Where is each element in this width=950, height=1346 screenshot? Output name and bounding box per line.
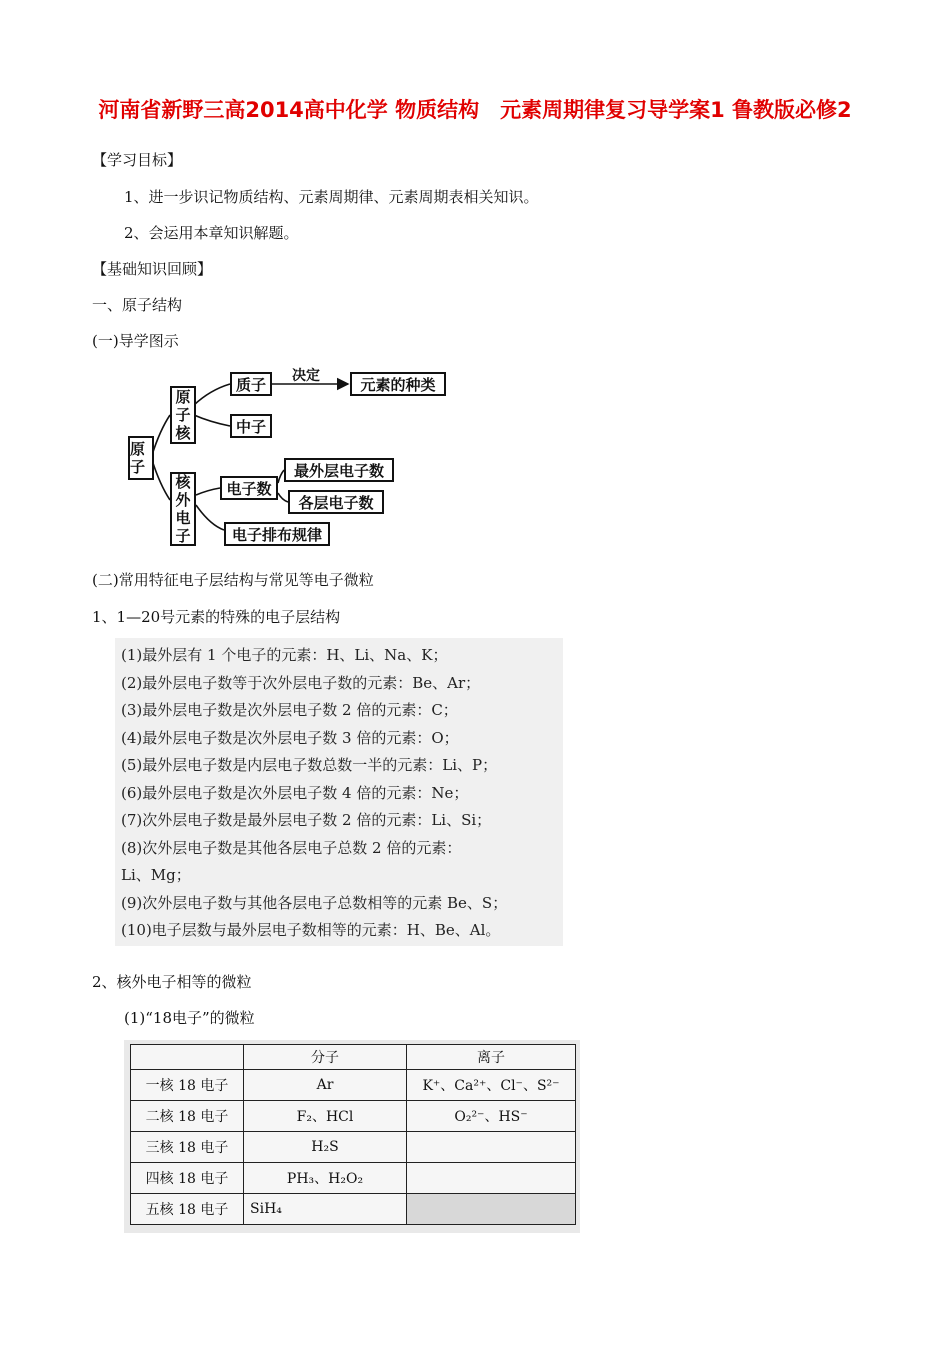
section-atomic-structure: 一、原子结构 [92, 296, 183, 314]
table-cell: O₂²⁻、HS⁻ [407, 1101, 576, 1132]
table-header-cell [131, 1045, 244, 1070]
table-cell: 四核 18 电子 [131, 1163, 244, 1194]
list-item: (10)电子层数与最外层电子数相等的元素：H、Be、Al。 [121, 921, 501, 939]
rule-label: 电子排布规律 [231, 525, 322, 544]
objective-item-1: 1、进一步识记物质结构、元素周期律、元素周期表相关知识。 [124, 188, 539, 206]
list-item: (9)次外层电子数与其他各层电子总数相等的元素 Be、S； [121, 893, 508, 912]
neutron-box [230, 414, 272, 438]
table-row [131, 1101, 576, 1132]
outer-count-label: 最外层电子数 [293, 461, 384, 480]
subsection-diagram: (一)导学图示 [92, 332, 179, 350]
rule-box [224, 522, 330, 546]
list-item: Li、Mg； [121, 866, 191, 884]
list-item: (8)次外层电子数是其他各层电子总数 2 倍的元素： [121, 838, 462, 857]
element-kind-box [350, 372, 446, 396]
table-row [131, 1132, 576, 1163]
layer-count-label: 各层电子数 [298, 493, 374, 512]
objectives-heading: 【学习目标】 [92, 151, 183, 169]
list-item: (2)最外层电子数等于次外层电子数的元素：Be、Ar； [121, 673, 481, 692]
electrons-box [170, 472, 196, 546]
table-cell: PH₃、H₂O₂ [244, 1163, 407, 1194]
element-kind-label: 元素的种类 [360, 375, 436, 394]
electron-count-label: 电子数 [226, 479, 272, 498]
nucleus-label: 原子核 [175, 388, 191, 442]
table-row [131, 1163, 576, 1194]
table-cell: H₂S [244, 1132, 407, 1163]
point-equal-electrons: 2、核外电子相等的微粒 [92, 973, 252, 991]
table-cell: F₂、HCl [244, 1101, 407, 1132]
point-18-electron: (1)“18电子”的微粒 [124, 1009, 255, 1027]
electron-count-box [220, 476, 278, 500]
table-cell: SiH₄ [244, 1194, 407, 1225]
special-structure-list [115, 638, 563, 946]
table-cell: 二核 18 电子 [131, 1101, 244, 1132]
page-title: 河南省新野三高2014高中化学 物质结构 元素周期律复习导学案1 鲁教版必修2 [98, 98, 852, 122]
table-cell: K⁺、Ca²⁺、Cl⁻、S²⁻ [407, 1070, 576, 1101]
point-special-structures: 1、1—20号元素的特殊的电子层结构 [92, 608, 341, 626]
nucleus-box [170, 386, 196, 444]
list-item: (4)最外层电子数是次外层电子数 3 倍的元素：O； [121, 728, 459, 747]
table-header-cell: 分子 [244, 1045, 407, 1070]
outer-count-box [284, 458, 394, 482]
list-item: (3)最外层电子数是次外层电子数 2 倍的元素：C； [121, 701, 458, 719]
table-row [131, 1194, 576, 1225]
review-heading: 【基础知识回顾】 [92, 260, 213, 278]
table-cell [407, 1132, 576, 1163]
table-cell: 一核 18 电子 [131, 1070, 244, 1101]
neutron-label: 中子 [235, 417, 266, 436]
objective-item-2: 2、会运用本章知识解题。 [124, 224, 299, 242]
list-item: (7)次外层电子数是最外层电子数 2 倍的元素：Li、Si； [121, 811, 492, 829]
subsection-electron-layers: (二)常用特征电子层结构与常见等电子微粒 [92, 571, 374, 589]
table-cell: Ar [244, 1070, 407, 1101]
atom-label: 原子 [130, 440, 146, 476]
proton-label: 质子 [235, 375, 266, 394]
table-cell [407, 1163, 576, 1194]
atom-structure-diagram [120, 360, 436, 550]
table-cell: 五核 18 电子 [131, 1194, 244, 1225]
table-cell [407, 1194, 576, 1225]
layer-count-box [288, 490, 384, 514]
eighteen-electron-table [130, 1044, 576, 1225]
atom-box [128, 436, 154, 480]
proton-box [230, 372, 272, 396]
list-item: (1)最外层有 1 个电子的元素：H、Li、Na、K； [121, 646, 448, 664]
table-row [131, 1070, 576, 1101]
decides-label: 决定 [292, 368, 320, 384]
list-item: (6)最外层电子数是次外层电子数 4 倍的元素：Ne； [121, 783, 469, 802]
electrons-label: 核外电子 [175, 473, 191, 545]
eighteen-electron-table-image [124, 1040, 580, 1233]
table-cell: 三核 18 电子 [131, 1132, 244, 1163]
table-header-row [131, 1045, 576, 1070]
table-header-cell: 离子 [407, 1045, 576, 1070]
list-item: (5)最外层电子数是内层电子数总数一半的元素：Li、P； [121, 756, 498, 774]
